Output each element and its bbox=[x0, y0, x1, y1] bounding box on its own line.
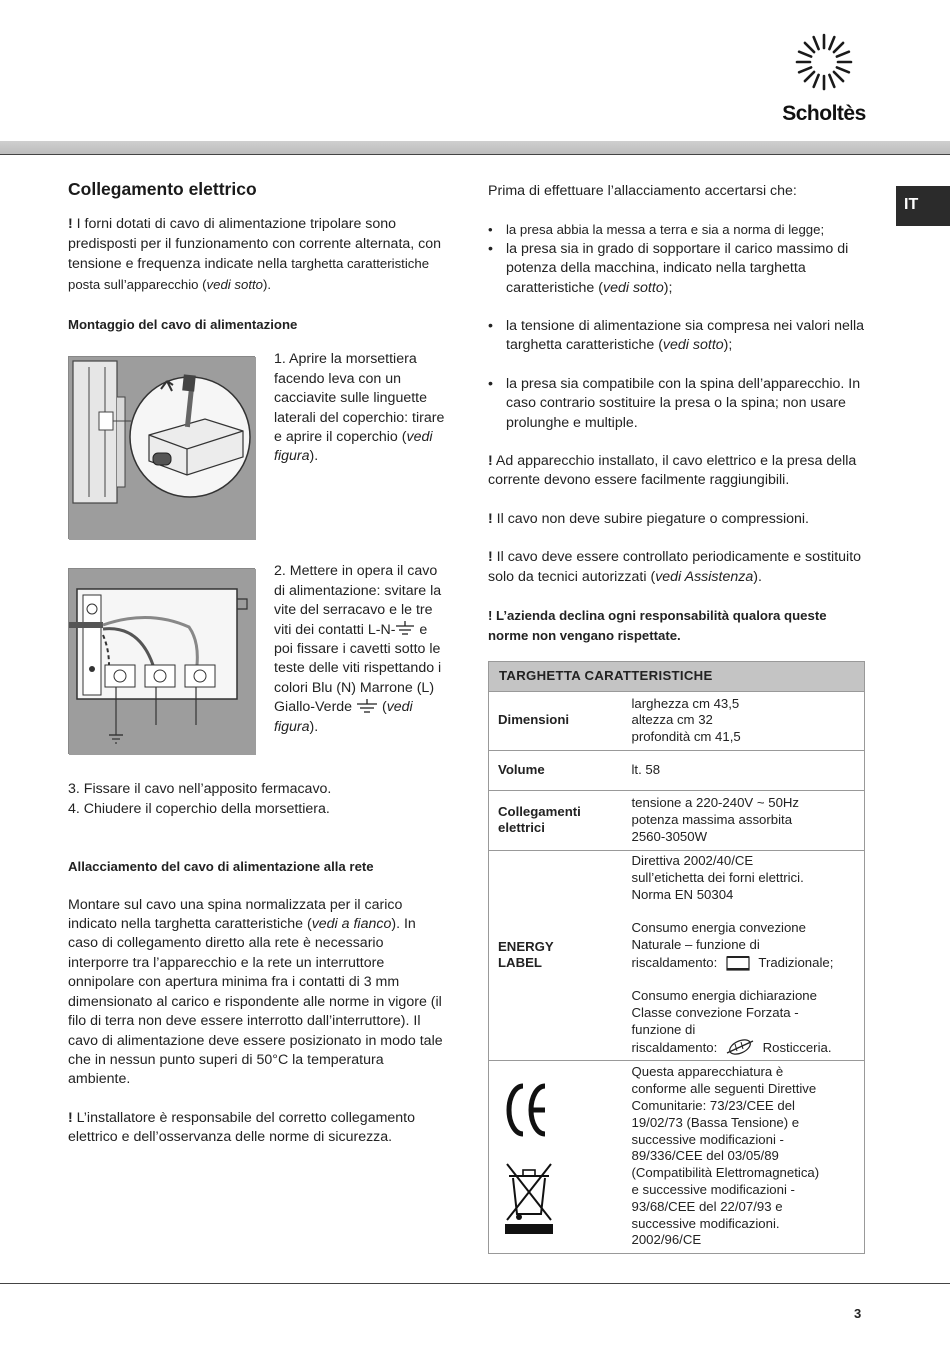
step1-body: 1. Aprire la morsettiera facendo leva con un cacciavite sulle linguette laterali del coperchio: tirare e aprire il coperchio ( bbox=[274, 351, 445, 446]
brand-name: Scholtès bbox=[782, 102, 866, 125]
spec-line bbox=[632, 953, 865, 972]
intro-end: ). bbox=[263, 276, 272, 292]
spec-line-part: Tradizionale; bbox=[758, 955, 834, 971]
network-paragraph bbox=[68, 896, 446, 1090]
table-row bbox=[489, 750, 865, 790]
spec-line: conforme alle seguenti Direttive bbox=[631, 1081, 817, 1097]
warning-mark: ! bbox=[488, 453, 493, 470]
spec-line: 2560-3050W bbox=[631, 828, 708, 844]
warning-mark: ! bbox=[68, 216, 73, 233]
spec-label: Dimensioni bbox=[489, 691, 622, 750]
ground-symbol-icon bbox=[356, 699, 378, 713]
spec-line: Classe convezione Forzata - bbox=[631, 1004, 799, 1020]
intro-text: I forni dotati di cavo di alimentazione tripolare sono predisposti per il funzionamento con corrente alternata, con tensione e frequenza indicate nella bbox=[68, 216, 442, 273]
spec-line: larghezza cm 43,5 bbox=[631, 695, 740, 711]
spec-line: sull’etichetta dei forni elettrici. bbox=[631, 870, 804, 886]
spec-value bbox=[622, 850, 865, 1060]
table-row bbox=[489, 691, 865, 750]
bullet2-ref: vedi sotto bbox=[602, 279, 664, 296]
spec-table bbox=[488, 661, 865, 1254]
installer-paragraph bbox=[68, 1109, 446, 1148]
spec-value bbox=[622, 1060, 865, 1253]
bullet2-body: la presa sia in grado di sopportare il carico massimo di potenza della macchina, indicato nella targhetta caratteristiche ( bbox=[506, 240, 849, 296]
sun-logo-icon bbox=[792, 30, 856, 94]
warning-3-text: Il cavo deve essere controllato periodicamente e sostituito solo da tecnici autorizzati ( bbox=[488, 549, 862, 585]
spec-line: Consumo energia convezione bbox=[631, 919, 806, 935]
check-list bbox=[488, 220, 868, 433]
oven-static-icon bbox=[723, 953, 753, 971]
brand-logo bbox=[778, 30, 870, 130]
warning-4: ! L’azienda declina ogni responsabilità qualora queste norme non vengano rispettate. bbox=[488, 608, 827, 643]
spec-line: Naturale – funzione di bbox=[631, 936, 760, 952]
step2-body: 2. Mettere in opera il cavo di alimentazione: svitare la vite del serracavo e le tre viti dei contatti L-N- bbox=[274, 563, 442, 638]
spec-line: successive modificazioni. bbox=[631, 1215, 780, 1231]
table-row bbox=[489, 1060, 865, 1253]
warning-mark: ! bbox=[488, 549, 493, 566]
intro-ref: vedi sotto bbox=[206, 276, 263, 292]
spec-label-line: elettrici bbox=[498, 820, 545, 836]
network-title: Allacciamento del cavo di alimentazione alla rete bbox=[68, 859, 374, 875]
warning-3-end: ). bbox=[753, 568, 762, 585]
step2-block bbox=[68, 562, 446, 780]
bullet3-body: la tensione di alimentazione sia compresa nei valori nella targhetta caratteristiche ( bbox=[506, 318, 865, 354]
spec-line: altezza cm 32 bbox=[631, 712, 713, 728]
spec-value bbox=[622, 691, 865, 750]
warning-mark: ! bbox=[68, 1109, 73, 1126]
network-body: Montare sul cavo una spina normalizzata per il carico indicato nella targhetta caratteristiche ( bbox=[68, 896, 403, 933]
spec-label bbox=[489, 850, 622, 1060]
footer-divider bbox=[0, 1283, 950, 1284]
spec-value bbox=[622, 790, 865, 850]
ce-mark-icon bbox=[503, 1080, 547, 1140]
step2-paren: ( bbox=[378, 699, 387, 716]
list-item bbox=[488, 240, 868, 298]
rotisserie-icon bbox=[725, 1038, 755, 1056]
spec-line: Consumo energia dichiarazione bbox=[631, 988, 817, 1004]
table-row bbox=[489, 790, 865, 850]
step2-end: ). bbox=[309, 718, 319, 735]
step2-middle: e poi fissare i cavetti sotto le teste delle viti rispettando i colori Blu (N) Marrone (L) Giallo-Verde bbox=[274, 621, 442, 716]
mount-title: Montaggio del cavo di alimentazione bbox=[68, 317, 298, 333]
wiring-figure bbox=[68, 568, 255, 754]
spec-table-header: TARGHETTA CARATTERISTICHE bbox=[489, 662, 865, 692]
spec-line: 93/68/CEE del 22/07/93 e bbox=[631, 1198, 783, 1214]
list-item: • la presa abbia la messa a terra e sia a norma di legge; bbox=[488, 220, 868, 239]
spec-line: (Compatibilità Elettromagnetica) bbox=[631, 1165, 820, 1181]
spec-label-line: LABEL bbox=[498, 955, 542, 971]
spec-line: Questa apparecchiatura è bbox=[631, 1064, 784, 1080]
wiring-drawing bbox=[69, 569, 256, 755]
step3-text: 3. Fissare il cavo nell’apposito fermacavo. bbox=[68, 781, 332, 798]
check-intro: Prima di effettuare l’allacciamento accertarsi che: bbox=[488, 183, 797, 199]
spec-line-part: Rosticceria. bbox=[762, 1040, 832, 1056]
spec-line bbox=[632, 1038, 865, 1057]
spec-line: successive modificazioni - bbox=[631, 1131, 784, 1147]
section-title: Collegamento elettrico bbox=[68, 179, 257, 199]
language-tab: IT bbox=[896, 186, 950, 226]
warning-2-text: Il cavo non deve subire piegature o compressioni. bbox=[492, 510, 809, 527]
weee-bin-icon bbox=[503, 1160, 555, 1234]
installer-text: L’installatore è responsabile del corretto collegamento elettrico e dell’osservanza delle norme di sicurezza. bbox=[68, 1109, 416, 1146]
spec-value: lt. 58 bbox=[622, 750, 865, 790]
spec-line: Norma EN 50304 bbox=[631, 886, 734, 902]
header-band bbox=[0, 141, 950, 155]
table-row bbox=[489, 850, 865, 1060]
spec-line: tensione a 220-240V ~ 50Hz bbox=[631, 795, 800, 811]
ground-symbol-icon bbox=[395, 621, 415, 635]
spec-label bbox=[489, 1060, 622, 1253]
step2-ref: vedi figura bbox=[274, 699, 413, 735]
spec-line: Direttiva 2002/40/CE bbox=[631, 853, 754, 869]
spec-line: 89/336/CEE del 03/05/89 bbox=[631, 1148, 779, 1164]
step1-block bbox=[68, 350, 446, 562]
spec-line: Comunitarie: 73/23/CEE del bbox=[631, 1098, 795, 1113]
network-end: ). In caso di collegamento diretto alla rete è necessario interporre tra l’apparecchio e la rete un interruttore onnipolare con apertura minima fra i contatti di 3 mm dimensionato al carico e rispondente alle norme in vigore (il filo di terra non deve essere interrotto dall’interruttore). Il cavo di alimentazione deve essere posizionato in modo tale che in nessun punto superi di 50°C la temperatura ambiente. bbox=[68, 916, 443, 1088]
warning-3 bbox=[488, 548, 868, 587]
intro-small-text: targhetta caratteristiche posta sull’apparecchio ( bbox=[68, 256, 430, 292]
spec-line: profondità cm 41,5 bbox=[631, 729, 741, 745]
warning-mark: ! bbox=[488, 510, 493, 527]
list-item: • la presa sia compatibile con la spina dell’apparecchio. In caso contrario sostituire la presa o la spina; non usare prolunghe e multiple. bbox=[488, 375, 868, 433]
step1-end: ). bbox=[309, 448, 319, 465]
spec-line: 2002/96/CE bbox=[631, 1232, 702, 1248]
warning-1-text: Ad apparecchio installato, il cavo elettrico e la presa della corrente devono essere facilmente raggiungibili. bbox=[488, 453, 857, 489]
warning-3-ref: vedi Assistenza bbox=[655, 568, 754, 585]
step1-text bbox=[274, 350, 446, 466]
spec-line-part: riscaldamento: bbox=[631, 955, 718, 971]
right-column bbox=[488, 180, 868, 645]
intro-paragraph bbox=[68, 215, 446, 295]
network-ref: vedi a fianco bbox=[311, 916, 392, 933]
step1-ref: vedi figura bbox=[274, 429, 433, 465]
bullet3-end: ); bbox=[723, 337, 733, 354]
terminal-box-figure bbox=[68, 356, 255, 539]
step4-text: 4. Chiudere il coperchio della morsettiera. bbox=[68, 800, 330, 817]
spec-label bbox=[489, 790, 622, 850]
spec-label-line: ENERGY bbox=[498, 938, 554, 954]
spec-label: Volume bbox=[489, 750, 622, 790]
list-item bbox=[488, 317, 868, 356]
warning-2 bbox=[488, 510, 868, 529]
spec-line-part: riscaldamento: bbox=[631, 1040, 718, 1056]
left-column bbox=[68, 180, 446, 1148]
spec-line: 19/02/73 (Bassa Tensione) e bbox=[631, 1114, 800, 1130]
spec-line: funzione di bbox=[631, 1021, 696, 1037]
spec-label-line: Collegamenti bbox=[498, 803, 581, 819]
page-number: 3 bbox=[854, 1306, 862, 1321]
warning-1 bbox=[488, 452, 868, 491]
bullet2-end: ); bbox=[663, 279, 673, 296]
terminal-box-drawing bbox=[69, 357, 256, 540]
spec-line: e successive modificazioni - bbox=[631, 1181, 795, 1197]
spec-line: potenza massima assorbita bbox=[631, 811, 793, 827]
step2-text bbox=[274, 562, 446, 737]
bullet3-ref: vedi sotto bbox=[662, 337, 724, 354]
